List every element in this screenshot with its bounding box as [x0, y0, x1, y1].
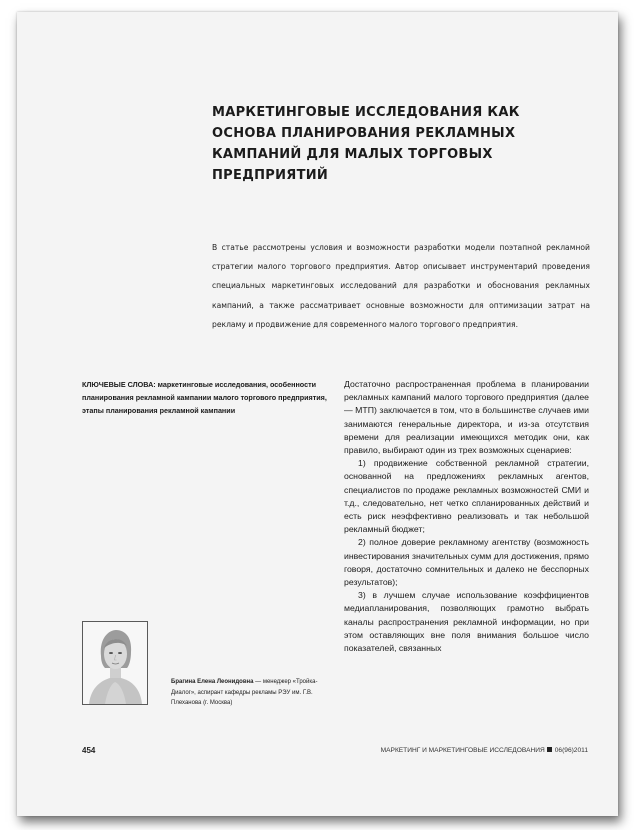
- journal-name: МАРКЕТИНГ И МАРКЕТИНГОВЫЕ ИССЛЕДОВАНИЯ: [380, 747, 545, 754]
- page-number: 454: [82, 746, 96, 755]
- keywords-text: маркетинговые исследования, особенности планирования рекламной кампании малого торгового предприятия, этапы планирования рекламной кампании: [82, 380, 327, 415]
- body-paragraph-scenario-2: 2) полное доверие рекламному агентству (возможность инвестирования значительных сумм для достижения, прямо говоря, достаточно сомнительных и далеко не бесспорных результатов);: [344, 537, 589, 588]
- article-body: [344, 378, 589, 708]
- keywords-block: [82, 378, 332, 417]
- article-title: МАРКЕТИНГОВЫЕ ИССЛЕДОВАНИЯ КАК ОСНОВА ПЛАНИРОВАНИЯ РЕКЛАМНЫХ КАМПАНИЙ ДЛЯ МАЛЫХ ТОРГОВЫХ ПРЕДПРИЯТИЙ: [212, 105, 520, 183]
- author-portrait-image: [83, 622, 147, 704]
- author-description: — менеджер «Тройка-Диалог», аспирант кафедры рекламы РЭУ им. Г.В. Плеханова (г. Москва): [171, 679, 318, 706]
- article-abstract: В статье рассмотрены условия и возможности разработки модели поэтапной рекламной стратегии малого торгового предприятия. Автор описывает инструментарий проведения специальных маркетинговых исследований для разработки и обоснования рекламных кампаний, а также рассматривает основные возможности для оптимизации затрат на рекламу и продвижение для современного малого торгового предприятия.: [212, 243, 590, 329]
- body-paragraph-scenario-1: 1) продвижение собственной рекламной стратегии, основанной на предложениях рекламных агентов, специалистов по продаже рекламных возможностей СМИ и т.д., следовательно, нет четко спланированных действий и есть риск неэффективно реализовать и так небольшой рекламный бюджет;: [344, 458, 589, 535]
- body-paragraph-scenario-3: 3) в лучшем случае использование коэффициентов медиапланирования, позволяющих грамотно выбрать каналы распространения рекламной информации, но при этом оставляющих вне поля внимания большое число показателей, связанных: [344, 590, 589, 654]
- journal-issue: 06(96)2011: [554, 747, 588, 754]
- keywords-label: КЛЮЧЕВЫЕ СЛОВА:: [82, 380, 156, 389]
- square-bullet-icon: [547, 747, 552, 752]
- body-paragraph-intro: Достаточно распространенная проблема в планировании рекламных кампаний малого торгового предприятия (далее — МТП) заключается в том, что в большинстве случаев ими занимаются генеральные директора, и из-за отсутствия времени для реализации имеющихся методик они, как правило, выбирают один из трех возможных сценариев:: [344, 379, 589, 456]
- journal-footer: [381, 747, 588, 754]
- author-info: [171, 677, 336, 709]
- author-photo: [82, 621, 148, 705]
- author-name: Брагина Елена Леонидовна: [171, 679, 254, 685]
